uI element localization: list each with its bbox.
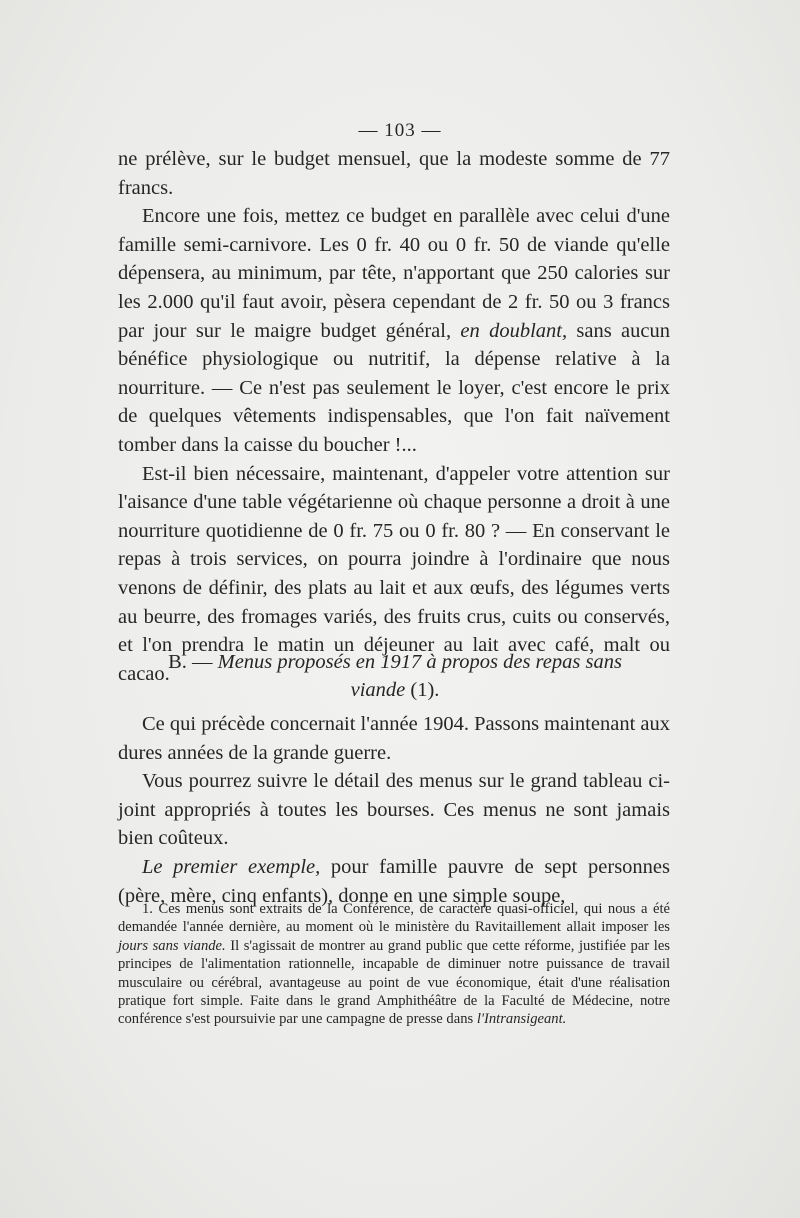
paragraph: Encore une fois, mettez ce budget en parallèle avec celui d'une famille semi-carnivore. Les 0 fr. 40 ou 0 fr. 50 de viande qu'elle dépensera, au minimum, par tête, n'apportant que 250 calories sur les 2.000 qu'il faut avoir, pèsera cependant de 2 fr. 50 ou 3 francs par jour sur le maigre budget général, en doublant, sans aucun bénéfice physiologique ou nutritif, la dépense relative à la nourriture. — Ce n'est pas seulement le loyer, c'est encore le prix de quelques vêtements indispensables, que l'on fait naïvement tomber dans la caisse du boucher !... — [118, 205, 670, 456]
footnote-reference: (1). — [405, 679, 440, 701]
body-text-bottom — [118, 710, 670, 910]
body-text-top — [118, 145, 670, 688]
footnote: 1. Ces menus sont extraits de la Conférence, de caractère quasi-officiel, qui nous a été demandée l'année dernière, au moment où le ministère du Ravitaillement allait imposer les jours sans viande. Il s'agissait de montrer au grand public que cette réforme, justifiée par les principes de l'alimentation rationnelle, incapable de diminuer notre puissance de travail musculaire ou cérébral, avantageuse au point de vue économique, était d'une réalisation pratique fort simple. Faite dans le grand Amphithéâtre de la Faculté de Médecine, notre conférence s'est poursuivie par une campagne de presse dans l'Intransigeant. — [118, 901, 670, 1028]
paragraph: Le premier exemple, pour famille pauvre de sept personnes (père, mère, cinq enfants), donne en une simple soupe, — [118, 855, 670, 907]
section-heading — [145, 648, 645, 704]
paragraph: Ce qui précède concernait l'année 1904. Passons maintenant aux dures années de la grande guerre. — [118, 713, 670, 764]
paragraph: Vous pourrez suivre le détail des menus sur le grand tableau ci-joint appropriés à toutes les bourses. Ces menus ne sont jamais bien coûteux. — [118, 770, 670, 850]
page-number: — 103 — — [358, 120, 442, 141]
section-label: B. — — [168, 651, 218, 673]
paragraph: Est-il bien nécessaire, maintenant, d'appeler votre attention sur l'aisance d'une table végétarienne où chaque personne a droit à une nourriture quotidienne de 0 fr. 75 ou 0 fr. 80 ? — En conservant le repas à trois services, on pourra joindre à l'ordinaire que nous venons de définir, des plats au lait et aux œufs, des légumes verts au beurre, des fromages variés, des fruits crus, cuits ou conservés, et l'on prendra le matin un déjeuner au lait avec café, malt ou cacao. — [118, 462, 670, 685]
paragraph: ne prélève, sur le budget mensuel, que la modeste somme de 77 francs. — [118, 148, 670, 199]
section-title: Menus proposés en 1917 à propos des repas sans viande — [217, 651, 622, 701]
